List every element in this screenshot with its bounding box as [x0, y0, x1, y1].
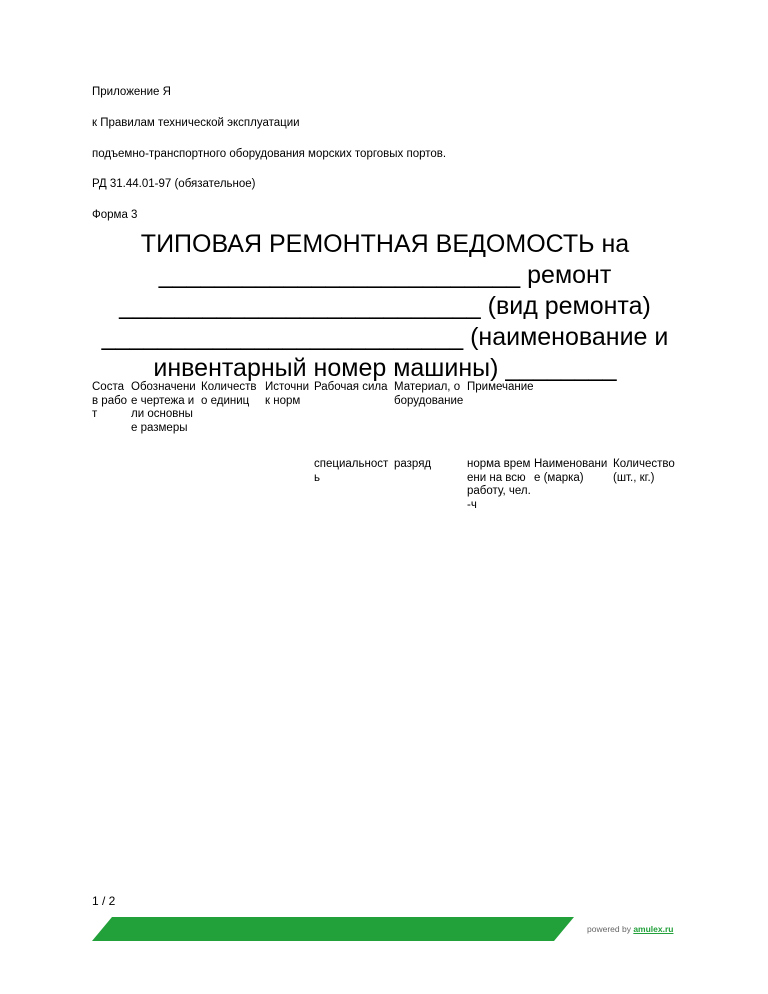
- page-number: 1 / 2: [92, 894, 116, 908]
- subheader-grade: разряд: [394, 458, 432, 470]
- subheader-specialty: специальность: [314, 458, 389, 484]
- subheader-time-norm: норма времени на всю работу, чел.-ч: [467, 458, 531, 511]
- powered-by-prefix: powered by: [587, 924, 631, 934]
- rd-reference: РД 31.44.01-97 (обязательное): [92, 178, 256, 190]
- header-material: Материал, оборудование: [394, 381, 464, 407]
- subheader-quantity: Количество (шт., кг.): [613, 458, 675, 484]
- title-line-3: __________________________ (вид ремонта): [119, 292, 651, 320]
- powered-by: [587, 924, 673, 934]
- appendix-label: Приложение Я: [92, 86, 171, 98]
- rules-reference: к Правилам технической эксплуатации: [92, 117, 300, 129]
- header-norm-source: Источник норм: [265, 381, 310, 407]
- footer-stripe: [92, 917, 574, 941]
- header-note: Примечание: [467, 381, 534, 393]
- title-line-4: __________________________ (наименование и: [101, 323, 669, 351]
- subheader-name: Наименование (марка): [534, 458, 608, 484]
- title-line-1: ТИПОВАЯ РЕМОНТНАЯ ВЕДОМОСТЬ на: [140, 230, 630, 258]
- form-number: Форма 3: [92, 209, 138, 221]
- header-labor: Рабочая сила: [314, 381, 388, 393]
- footer-stripe-shape: [92, 917, 574, 941]
- header-drawing: Обозначение чертежа или основные размеры: [131, 381, 196, 434]
- equipment-reference: подъемно-транспортного оборудования морских торговых портов.: [92, 148, 447, 160]
- header-unit-count: Количество единиц: [201, 381, 257, 407]
- header-work-scope: Состав работ: [92, 381, 128, 420]
- document-title: [95, 229, 675, 384]
- powered-by-link[interactable]: amulex.ru: [633, 924, 674, 934]
- title-line-2: __________________________ ремонт: [158, 261, 612, 289]
- title-line-5: инвентарный номер машины) ________: [153, 354, 617, 382]
